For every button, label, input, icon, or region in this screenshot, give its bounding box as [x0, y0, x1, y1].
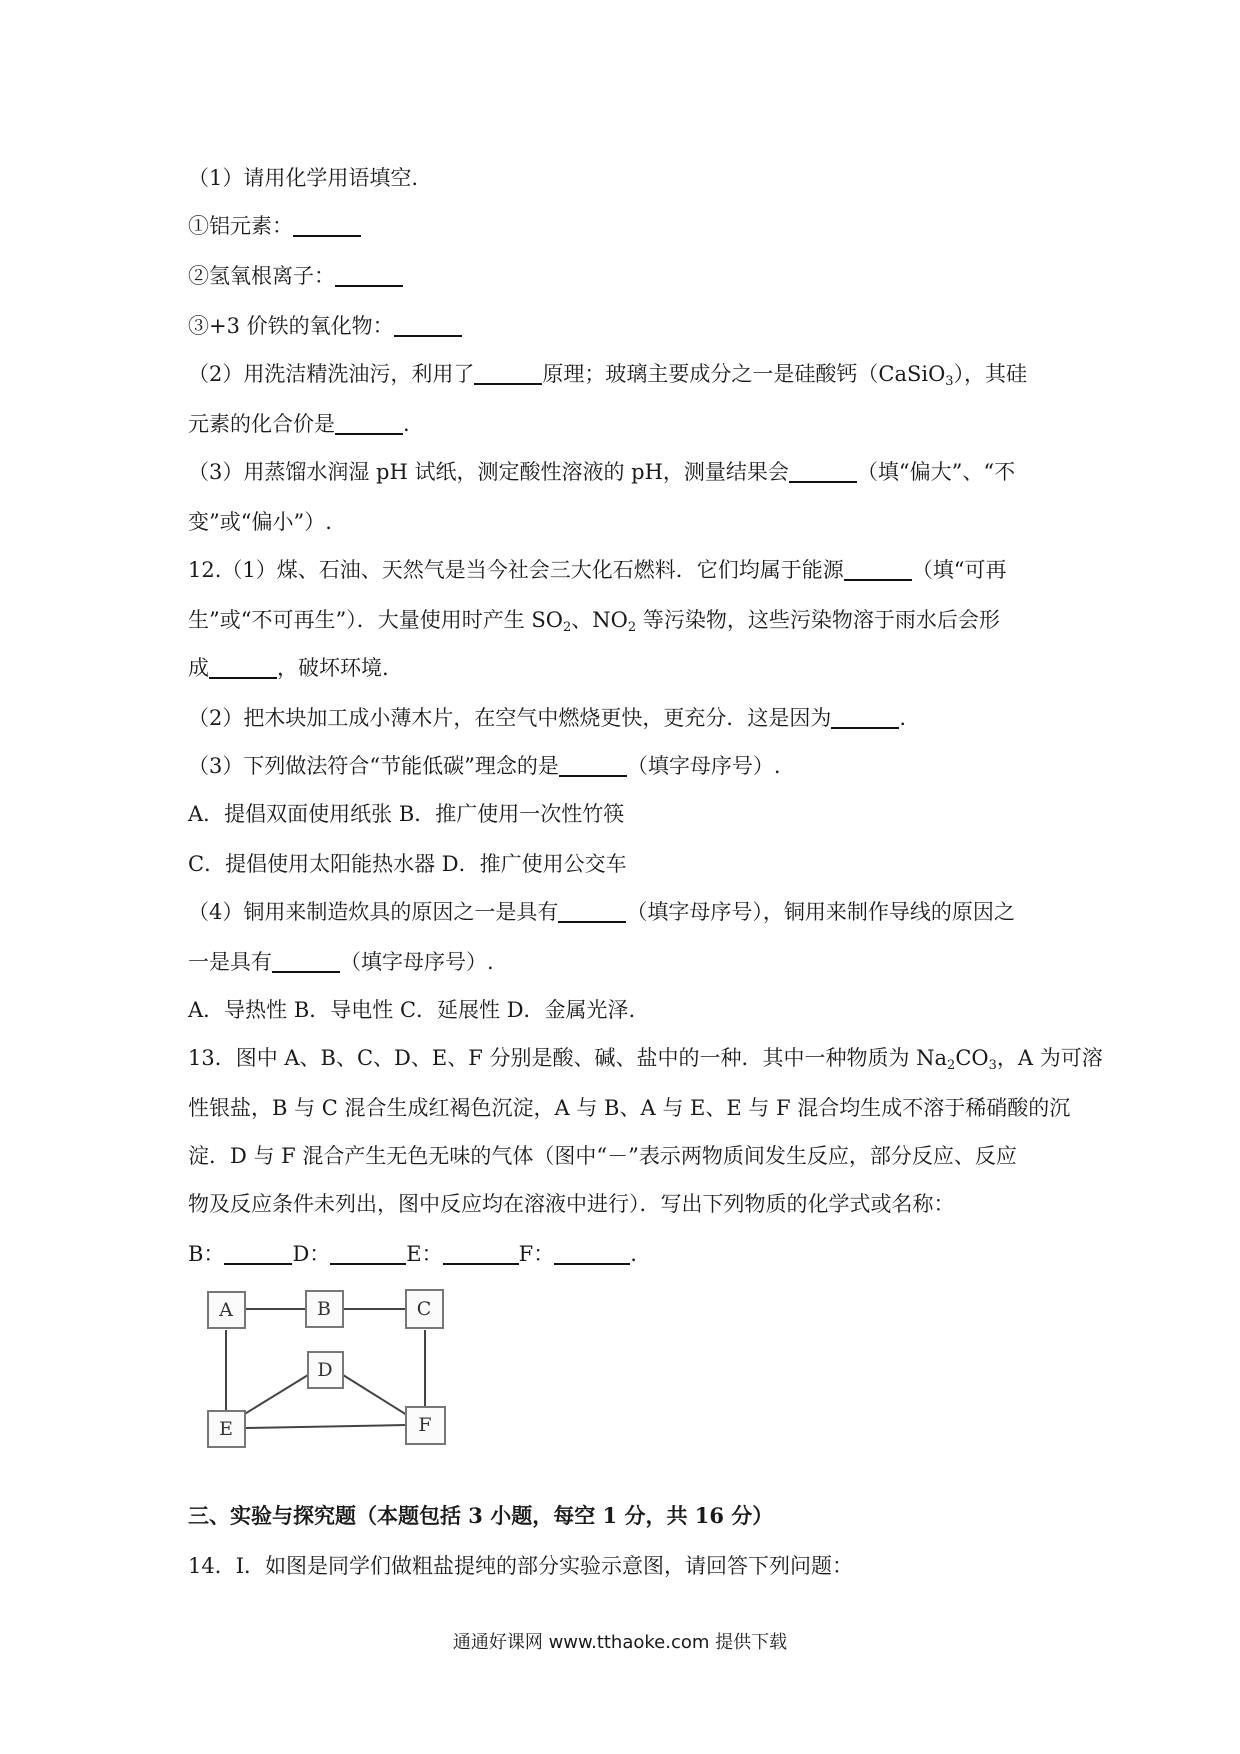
q12-line3	[188, 654, 389, 682]
text: ③+3 价铁的氧化物：	[188, 314, 394, 338]
q13-line4	[188, 1190, 955, 1218]
text: 、NO	[571, 608, 628, 632]
subscript: 2	[627, 620, 637, 635]
label-e: E：	[406, 1242, 443, 1266]
node-d-label: D	[317, 1359, 333, 1381]
q11-part2-line2	[188, 410, 410, 438]
edge-d-e	[243, 1375, 308, 1415]
edge-d-f	[343, 1375, 407, 1415]
q12-line2	[188, 606, 1000, 642]
node-f-label: F	[418, 1414, 432, 1436]
answer-blank-d[interactable]	[330, 1243, 406, 1265]
text: 三、实验与探究题（本题包括 3 小题，每空 1 分，共 16 分）	[188, 1503, 774, 1528]
q11-item1	[188, 212, 361, 240]
text: （2）把木块加工成小薄木片，在空气中燃烧更快，更充分．这是因为	[188, 706, 832, 730]
answer-blank-b[interactable]	[224, 1243, 292, 1265]
text: CO	[955, 1046, 989, 1070]
text: .	[630, 1242, 637, 1266]
text: （3）下列做法符合“节能低碳”理念的是	[188, 754, 559, 778]
text: （4）铜用来制造炊具的原因之一是具有	[188, 900, 559, 924]
text: 元素的化合价是	[188, 412, 335, 436]
q12-options-cd	[188, 850, 627, 878]
text: 14．Ⅰ．如图是同学们做粗盐提纯的部分实验示意图，请回答下列问题：	[188, 1554, 854, 1578]
q11-part3-line1	[188, 458, 1015, 486]
text: 物及反应条件未列出，图中反应均在溶液中进行）．写出下列物质的化学式或名称：	[188, 1192, 955, 1216]
label-f: F：	[518, 1242, 555, 1266]
text: （填字母序号）.	[340, 950, 494, 974]
answer-blank[interactable]	[335, 265, 403, 287]
q11-part1	[188, 164, 418, 192]
node-e-label: E	[219, 1418, 233, 1440]
text: （填“偏大”、“不	[856, 460, 1016, 484]
answer-blank[interactable]	[474, 363, 542, 385]
answer-blank[interactable]	[272, 951, 340, 973]
answer-blank[interactable]	[558, 901, 626, 923]
text: A．导热性 B．导电性 C．延展性 D．金属光泽.	[188, 998, 636, 1022]
subscript: 2	[947, 1058, 956, 1073]
text: ，破坏环境.	[277, 656, 389, 680]
answer-blank[interactable]	[831, 707, 899, 729]
q13-fill-line	[188, 1240, 637, 1268]
text: 性银盐，B 与 C 混合生成红褐色沉淀，A 与 B、A 与 E、E 与 F 混合均生成不溶于稀硝酸的沉	[188, 1096, 1071, 1120]
page-footer: 通通好课网 www.tthaoke.com 提供下载	[452, 1632, 788, 1653]
subscript: 3	[945, 374, 954, 389]
q12-part4-line1	[188, 898, 1015, 926]
section-3-heading	[188, 1502, 773, 1530]
node-a-label: A	[219, 1299, 233, 1321]
answer-blank-e[interactable]	[443, 1243, 519, 1265]
answer-blank-f[interactable]	[554, 1243, 630, 1265]
q12-part4-options	[188, 996, 635, 1024]
answer-blank[interactable]	[559, 755, 627, 777]
text: 变”或“偏小”）.	[188, 510, 332, 534]
text: （填字母序号）.	[626, 754, 781, 778]
q12-line1	[188, 556, 1007, 584]
text: 12.（1）煤、石油、天然气是当今社会三大化石燃料．它们均属于能源	[188, 558, 844, 582]
text: 生”或“不可再生”）．大量使用时产生 SO	[188, 608, 563, 632]
text: 成	[188, 656, 209, 680]
q11-part2-line1	[188, 360, 1027, 396]
q11-part3-line2	[188, 508, 332, 536]
text: 淀．D 与 F 混合产生无色无味的气体（图中“－”表示两物质间发生反应，部分反应、反应	[188, 1144, 1017, 1168]
text: （3）用蒸馏水润湿 pH 试纸，测定酸性溶液的 pH，测量结果会	[188, 460, 789, 484]
q14-intro	[188, 1552, 853, 1580]
text: .	[899, 706, 907, 730]
text: .	[403, 412, 410, 436]
q12-part3	[188, 752, 781, 780]
answer-blank[interactable]	[293, 215, 361, 237]
text: ②氢氧根离子：	[188, 264, 335, 288]
edge-e-f	[245, 1425, 406, 1428]
text: ①铝元素：	[188, 214, 293, 238]
node-b-label: B	[317, 1298, 331, 1320]
label-d: D：	[292, 1242, 331, 1266]
text: 等污染物，这些污染物溶于雨水后会形	[636, 608, 1000, 632]
subscript: 2	[562, 620, 572, 635]
text: （1）请用化学用语填空.	[188, 166, 419, 190]
answer-blank[interactable]	[844, 559, 912, 581]
q12-options-ab	[188, 800, 624, 828]
q13-line3	[188, 1142, 1017, 1170]
text: （2）用洗洁精洗油污，利用了	[188, 362, 475, 386]
text: （填“可再	[911, 558, 1007, 582]
text: ），其硅	[953, 362, 1028, 386]
text: A．提倡双面使用纸张 B．推广使用一次性竹筷	[188, 802, 625, 826]
q12-part4-line2	[188, 948, 494, 976]
subscript: 3	[988, 1058, 997, 1073]
reaction-diagram	[195, 1285, 485, 1460]
text: ，A 为可溶	[996, 1046, 1103, 1070]
q11-item2	[188, 262, 403, 290]
text: （填字母序号），铜用来制作导线的原因之	[626, 900, 1015, 924]
q13-line1	[188, 1044, 1103, 1080]
text: 13．图中 A、B、C、D、E、F 分别是酸、碱、盐中的一种．其中一种物质为 Na	[188, 1046, 948, 1070]
text: C．提倡使用太阳能热水器 D．推广使用公交车	[188, 852, 627, 876]
node-c-label: C	[416, 1298, 432, 1320]
text: 一是具有	[188, 950, 272, 974]
label-b: B：	[188, 1242, 225, 1266]
answer-blank[interactable]	[789, 461, 857, 483]
q13-line2	[188, 1094, 1070, 1122]
answer-blank[interactable]	[209, 657, 277, 679]
q11-item3	[188, 312, 462, 340]
text: 原理；玻璃主要成分之一是硅酸钙（CaSiO	[542, 362, 946, 386]
answer-blank[interactable]	[394, 315, 462, 337]
answer-blank[interactable]	[335, 413, 403, 435]
q12-part2	[188, 704, 906, 732]
